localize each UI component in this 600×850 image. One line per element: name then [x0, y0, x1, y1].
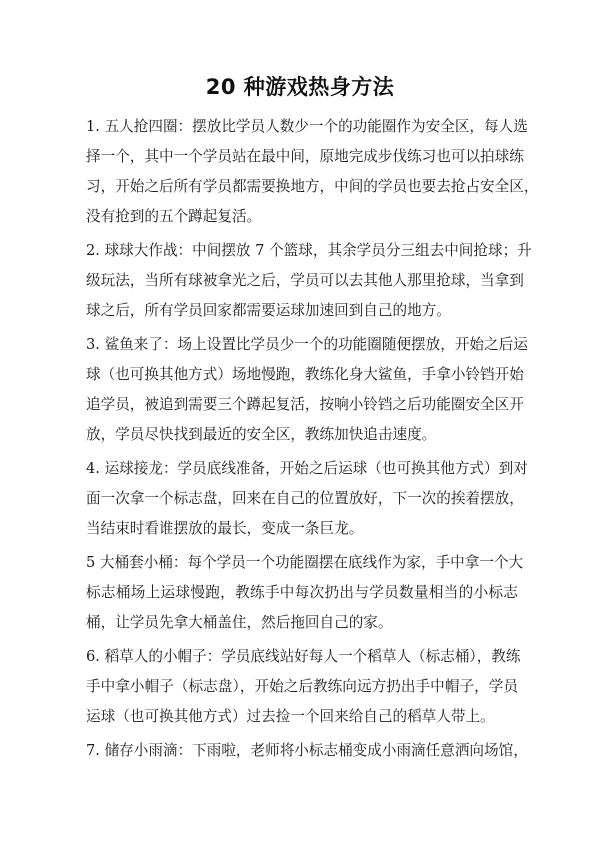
text-line: 放，学员尽快找到最近的安全区，教练加快追击速度。 [86, 426, 437, 443]
text-line: 没有抢到的五个蹲起复活。 [86, 208, 262, 225]
text-line: 择一个，其中一个学员站在最中间，原地完成步伐练习也可以拍球练 [86, 148, 524, 165]
text-line: 运球（也可换其他方式）过去捡一个回来给自己的稻草人带上。 [86, 708, 495, 725]
page-title: 20 种游戏热身方法 [205, 75, 395, 99]
text-line: 5 大桶套小桶：每个学员一个功能圈摆在底线作为家，手中拿一个大 [86, 554, 524, 571]
text-line: 级玩法，当所有球被拿光之后，学员可以去其他人那里抢球，当拿到 [86, 272, 524, 289]
text-line: 3. 鲨鱼来了：场上设置比学员少一个的功能圈随便摆放，开始之后运 [86, 336, 528, 353]
text-line: 当结束时看谁摆放的最长，变成一条巨龙。 [86, 520, 364, 537]
text-line: 1. 五人抢四圈：摆放比学员人数少一个的功能圈作为安全区，每人选 [86, 118, 528, 135]
text-line: 标志桶场上运球慢跑，教练手中每次扔出与学员数量相当的小标志 [86, 584, 518, 601]
text-line: 追学员，被追到需要三个蹲起复活，按响小铃铛之后功能圈安全区开 [86, 396, 524, 413]
text-line: 4. 运球接龙：学员底线准备，开始之后运球（也可换其他方式）到对 [86, 460, 528, 477]
text-line: 桶，让学员先拿大桶盖住，然后拖回自己的家。 [86, 614, 393, 631]
text-line: 7. 储存小雨滴：下雨啦，老师将小标志桶变成小雨滴任意洒向场馆， [86, 742, 528, 759]
text-line: 6. 稻草人的小帽子：学员底线站好每人一个稻草人（标志桶），教练 [86, 648, 521, 665]
text-line: 面一次拿一个标志盘，回来在自己的位置放好，下一次的挨着摆放， [86, 490, 524, 507]
text-line: 2. 球球大作战：中间摆放 7 个篮球，其余学员分三组去中间抢球；升 [86, 242, 532, 259]
text-line: 球之后，所有学员回家都需要运球加速回到自己的地方。 [86, 302, 451, 319]
text-line: 球（也可换其他方式）场地慢跑，教练化身大鲨鱼，手拿小铃铛开始 [86, 366, 524, 383]
text-line: 手中拿小帽子（标志盘），开始之后教练向远方扔出手中帽子，学员 [86, 678, 518, 695]
text-line: 习，开始之后所有学员都需要换地方，中间的学员也要去抢占安全区， [86, 178, 539, 195]
